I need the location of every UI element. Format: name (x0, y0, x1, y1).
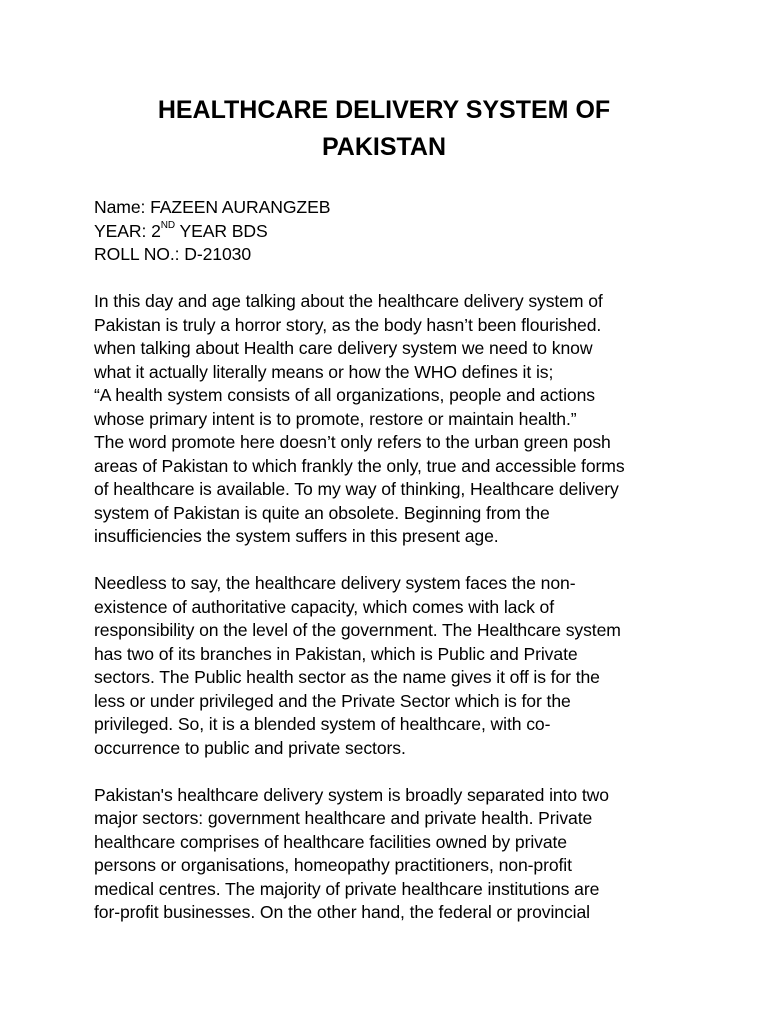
paragraph-line: medical centres. The majority of private healthcare institutions are (94, 878, 600, 899)
document-title (0, 92, 768, 166)
paragraph-line: has two of its branches in Pakistan, which is Public and Private (94, 643, 578, 664)
student-name: Name: FAZEEN AURANGZEB (94, 197, 331, 217)
paragraph-line: The word promote here doesn’t only refers to the urban green posh (94, 432, 611, 452)
paragraph-line: of healthcare is available. To my way of thinking, Healthcare delivery (94, 479, 619, 499)
paragraph-line: insufficiencies the system suffers in this present age. (94, 526, 499, 546)
paragraph-line: persons or organisations, homeopathy practitioners, non-profit (94, 855, 572, 875)
paragraph-line: for-profit businesses. On the other hand, the federal or provincial (94, 902, 590, 922)
title-line-1: HEALTHCARE DELIVERY SYSTEM OF (157, 96, 611, 124)
paragraph-line: “A health system consists of all organizations, people and actions (94, 385, 595, 405)
year-ordinal-superscript: ND (160, 219, 176, 231)
student-year (94, 220, 714, 244)
paragraph-line: system of Pakistan is quite an obsolete. Beginning from the (94, 502, 550, 523)
paragraph-spacer (94, 267, 714, 291)
paragraph-line: areas of Pakistan to which frankly the only, true and accessible forms (94, 455, 625, 476)
paragraph-spacer (94, 760, 714, 784)
paragraph-line: existence of authoritative capacity, which comes with lack of (94, 596, 555, 617)
paragraph-line: Pakistan's healthcare delivery system is broadly separated into two (94, 784, 609, 805)
paragraph-3 (94, 784, 714, 925)
paragraph-line: healthcare comprises of healthcare facilities owned by private (94, 831, 567, 852)
paragraph-line: responsibility on the level of the government. The Healthcare system (94, 620, 621, 640)
paragraph-line: whose primary intent is to promote, restore or maintain health.” (94, 408, 577, 429)
paragraph-line: In this day and age talking about the healthcare delivery system of (94, 291, 603, 311)
title-line-2: PAKISTAN (321, 133, 447, 161)
year-suffix: YEAR BDS (175, 220, 268, 241)
paragraph-1 (94, 290, 714, 549)
paragraph-line: major sectors: government healthcare and private health. Private (94, 808, 593, 828)
paragraph-spacer (94, 549, 714, 573)
paragraph-line: what it actually literally means or how the WHO defines it is; (94, 361, 554, 382)
paragraph-line: Needless to say, the healthcare delivery system faces the non- (94, 573, 576, 593)
paragraph-line: occurrence to public and private sectors. (94, 737, 406, 758)
paragraph-line: sectors. The Public health sector as the name gives it off is for the (94, 667, 600, 687)
paragraph-2 (94, 572, 714, 760)
paragraph-line: privileged. So, it is a blended system of healthcare, with co- (94, 714, 551, 734)
document-body (94, 196, 714, 925)
paragraph-line: less or under privileged and the Private Sector which is for the (94, 690, 571, 711)
paragraph-line: when talking about Health care delivery system we need to know (94, 338, 593, 358)
paragraph-line: Pakistan is truly a horror story, as the body hasn’t been flourished. (94, 314, 602, 335)
year-prefix: YEAR: 2 (94, 220, 161, 241)
roll-number: ROLL NO.: D-21030 (94, 244, 252, 264)
